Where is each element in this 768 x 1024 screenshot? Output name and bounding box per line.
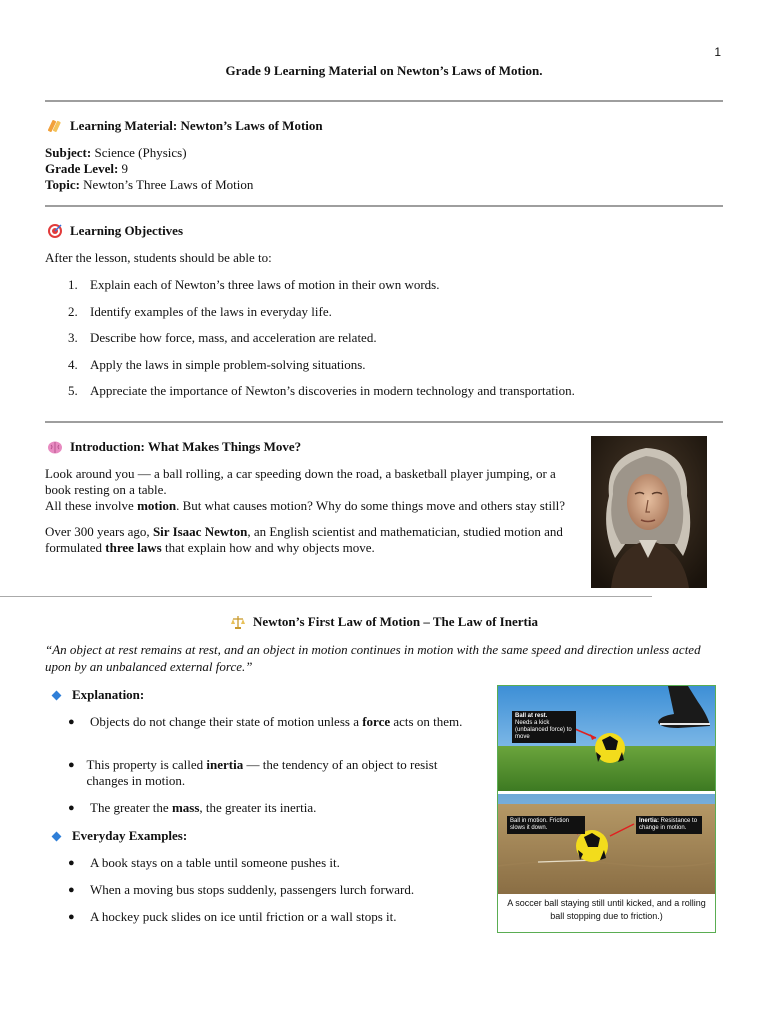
newton-portrait xyxy=(591,436,707,588)
text: Over 300 years ago, xyxy=(45,524,153,539)
intro-body xyxy=(45,466,585,556)
target-icon xyxy=(47,223,63,239)
text: acts on them. xyxy=(390,714,463,729)
bullet-icon: ● xyxy=(68,911,75,923)
label-text: Needs a kick (unbalanced force) to move xyxy=(515,720,572,740)
intro-paragraph-2 xyxy=(45,524,585,556)
example-text: When a moving bus stops suddenly, passengers lurch forward. xyxy=(90,882,415,897)
item-number: 4. xyxy=(68,356,78,372)
first-law-quote: “An object at rest remains at rest, and an object in motion continues in motion with the same speed and direction unless acted upon by an unbalanced external force.” xyxy=(45,642,701,674)
first-law-heading xyxy=(0,614,768,630)
item-number: 2. xyxy=(68,303,78,319)
bold-text: inertia xyxy=(206,757,244,772)
bullet-icon: ● xyxy=(68,759,75,771)
explanation-list xyxy=(68,714,468,826)
bullet-icon: ● xyxy=(68,857,75,869)
bullet-icon: ● xyxy=(68,884,75,896)
text: Objects do not change their state of motion unless a xyxy=(90,714,363,729)
first-law-heading-text: Newton’s First Law of Motion – The Law of Inertia xyxy=(253,614,538,629)
text: . But what causes motion? Why do some things move and others stay still? xyxy=(176,498,566,513)
bold-text: motion xyxy=(137,498,177,513)
label-bold: Inertia: xyxy=(639,818,660,824)
material-heading-text: Learning Material: Newton’s Laws of Motion xyxy=(70,118,323,133)
figure-caption: A soccer ball staying still until kicked, and a rolling ball stopping due to friction.) xyxy=(507,898,706,921)
figure-label-rest xyxy=(512,711,576,743)
examples-list xyxy=(68,855,478,936)
scales-icon xyxy=(230,614,246,630)
grade-value: 9 xyxy=(118,161,129,176)
diamond-bullet-icon xyxy=(52,832,62,842)
figure-image xyxy=(498,686,715,894)
example-text: A book stays on a table until someone pushes it. xyxy=(90,855,340,870)
list-item xyxy=(68,800,468,826)
material-meta xyxy=(45,145,253,193)
example-text: A hockey puck slides on ice until friction or a wall stops it. xyxy=(90,909,397,924)
subject-value: Science (Physics) xyxy=(91,145,187,160)
text: that explain how and why objects move. xyxy=(161,540,375,555)
item-number: 3. xyxy=(68,330,78,346)
intro-heading-text: Introduction: What Makes Things Move? xyxy=(70,439,302,454)
list-item xyxy=(68,714,468,757)
bold-text: three laws xyxy=(105,540,162,555)
examples-heading xyxy=(50,828,187,844)
material-heading xyxy=(47,118,323,134)
list-item xyxy=(68,304,575,331)
page-number: 1 xyxy=(714,45,721,59)
item-text: Describe how force, mass, and acceleration are related. xyxy=(90,330,377,346)
list-item xyxy=(68,882,478,909)
list-item xyxy=(68,855,478,882)
list-item xyxy=(68,357,575,384)
objectives-list xyxy=(68,277,575,410)
label-bold: Ball at rest. xyxy=(515,713,548,719)
bold-text: mass xyxy=(171,800,200,815)
objectives-heading xyxy=(47,223,183,239)
divider xyxy=(45,100,723,102)
intro-paragraph-1b xyxy=(45,498,585,514)
text: This property is called xyxy=(86,757,207,772)
subject-label: Subject: xyxy=(45,145,92,160)
figure-label-motion: Ball in motion. Friction slows it down. xyxy=(507,816,585,834)
bullet-icon: ● xyxy=(68,802,75,814)
intro-heading xyxy=(47,439,301,455)
objectives-heading-text: Learning Objectives xyxy=(70,223,184,238)
bold-text: force xyxy=(362,714,391,729)
list-item xyxy=(68,909,478,936)
topic-value: Newton’s Three Laws of Motion xyxy=(79,177,254,192)
divider xyxy=(45,421,723,423)
explanation-heading-text: Explanation: xyxy=(72,687,145,702)
bold-text: Sir Isaac Newton xyxy=(152,524,248,539)
inertia-figure xyxy=(497,685,716,933)
text: — the tendency of an object to resist changes in motion. xyxy=(86,757,438,788)
list-item xyxy=(68,757,468,800)
examples-heading-text: Everyday Examples: xyxy=(72,828,188,843)
item-number: 5. xyxy=(68,383,78,399)
text: The greater the xyxy=(90,800,172,815)
books-icon xyxy=(47,118,63,134)
item-number: 1. xyxy=(68,277,78,292)
grade-label: Grade Level: xyxy=(45,161,119,176)
brain-icon xyxy=(47,439,63,455)
item-text: Explain each of Newton’s three laws of motion in their own words. xyxy=(90,277,440,292)
text: , an English scientist and mathematician, studied motion and formulated xyxy=(45,524,563,555)
document-title: Grade 9 Learning Material on Newton’s Laws of Motion. xyxy=(225,63,543,78)
text: , the greater its inertia. xyxy=(199,800,317,815)
list-item xyxy=(68,330,575,357)
item-text: Identify examples of the laws in everyday life. xyxy=(90,303,332,319)
list-item xyxy=(68,277,575,304)
item-text: Apply the laws in simple problem-solving situations. xyxy=(90,356,366,372)
diamond-bullet-icon xyxy=(52,691,62,701)
label-text: Resistance to change in motion. xyxy=(639,818,698,831)
topic-label: Topic: xyxy=(45,177,80,192)
divider xyxy=(0,596,652,597)
intro-paragraph-1a: Look around you — a ball rolling, a car speeding down the road, a basketball player jumping, or a book resting on a table. xyxy=(45,466,556,497)
figure-label-inertia xyxy=(636,816,702,834)
divider xyxy=(45,205,723,207)
item-text: Appreciate the importance of Newton’s discoveries in modern technology and transportation. xyxy=(90,383,575,399)
bullet-icon: ● xyxy=(68,716,75,728)
explanation-heading xyxy=(50,687,144,703)
objectives-intro: After the lesson, students should be able to: xyxy=(45,250,272,265)
text: All these involve xyxy=(45,498,138,513)
list-item xyxy=(68,383,575,410)
